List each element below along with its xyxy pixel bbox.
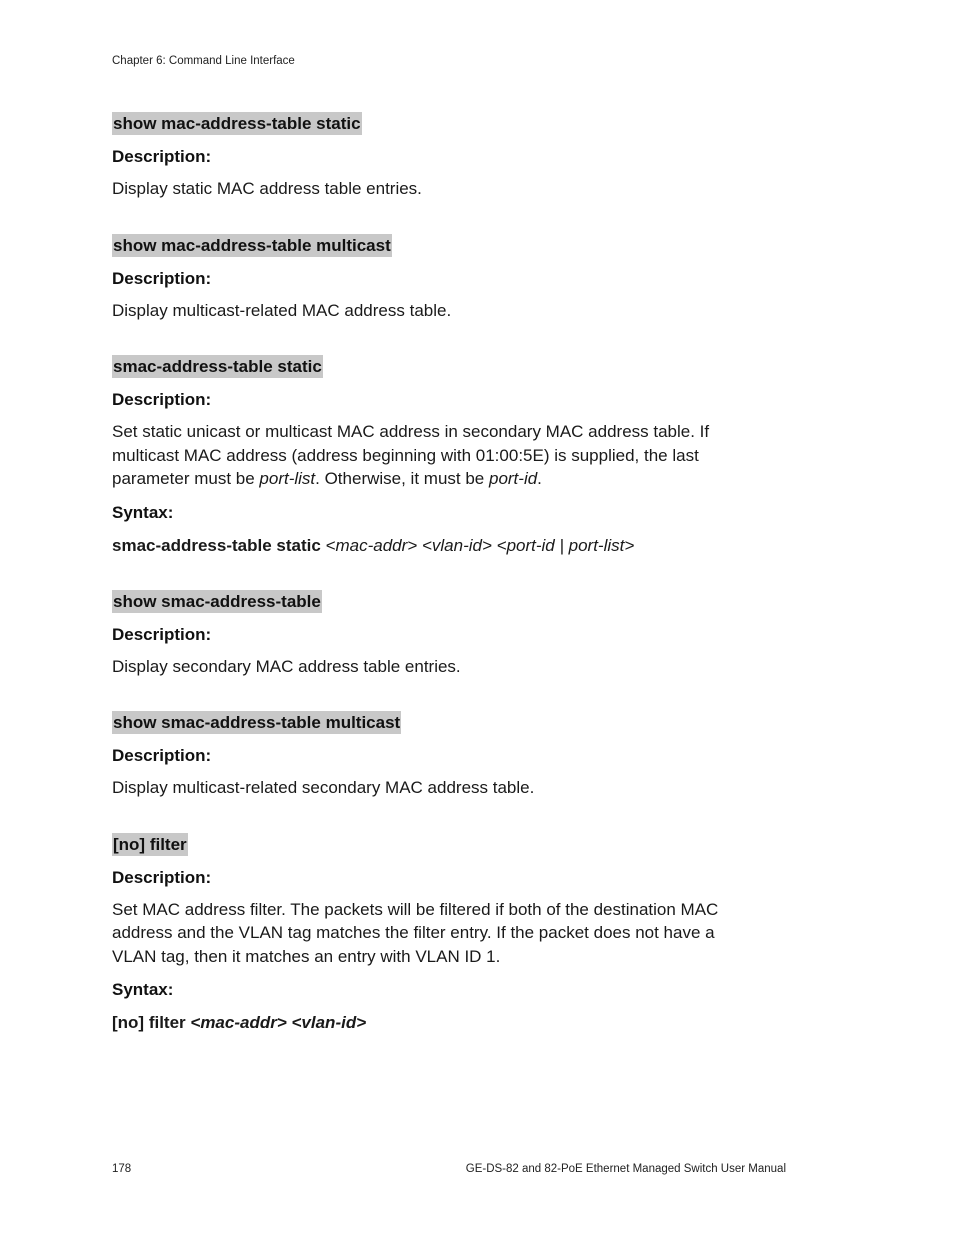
description-label: Description:	[112, 268, 212, 288]
description-text: Display multicast-related secondary MAC address table.	[112, 778, 535, 797]
running-header: Chapter 6: Command Line Interface	[112, 55, 295, 67]
section-no-filter	[112, 833, 762, 1035]
command-heading: smac-address-table static	[113, 357, 322, 376]
section-show-mac-address-table-multicast	[112, 234, 762, 323]
section-show-smac-address-table	[112, 590, 762, 679]
syntax-punct: > <	[407, 535, 432, 555]
description-label: Description:	[112, 390, 212, 409]
syntax-punct: > <	[481, 535, 507, 555]
command-heading: show smac-address-table	[113, 591, 321, 611]
syntax-argument: port-id | port-list	[506, 535, 625, 555]
section-show-mac-address-table-static	[112, 112, 762, 201]
syntax-line	[112, 1011, 762, 1034]
syntax-label: Syntax:	[112, 980, 174, 999]
description-label: Description:	[112, 746, 212, 765]
description-label: Description:	[112, 624, 212, 644]
syntax-punct: >	[624, 535, 635, 555]
page-number: 178	[112, 1163, 132, 1175]
description-part: .	[537, 469, 542, 488]
description-part: . Otherwise, it must be	[315, 469, 489, 488]
command-heading: [no] filter	[113, 834, 187, 854]
description-label: Description:	[112, 147, 212, 166]
description-emphasis: port-list	[259, 469, 316, 488]
syntax-command: smac-address-table static	[112, 535, 321, 555]
description-text	[112, 420, 762, 491]
syntax-argument: mac-addr	[335, 535, 408, 555]
command-heading: show smac-address-table multicast	[113, 713, 401, 732]
command-heading: show mac-address-table multicast	[113, 235, 391, 255]
description-label: Description:	[112, 867, 212, 887]
syntax-argument: vlan-id	[431, 535, 482, 555]
syntax-argument: <mac-addr> <vlan-id>	[190, 1013, 367, 1032]
syntax-line	[112, 534, 762, 557]
syntax-label: Syntax:	[112, 502, 174, 522]
command-heading: show mac-address-table static	[113, 114, 361, 133]
description-emphasis: port-id	[488, 469, 538, 488]
page-content	[112, 112, 762, 1034]
syntax-punct: <	[320, 535, 336, 555]
section-smac-address-table-static	[112, 355, 762, 557]
syntax-command: [no] filter	[112, 1013, 191, 1032]
description-text: Display static MAC address table entries.	[112, 179, 422, 198]
section-show-smac-address-table-multicast	[112, 711, 762, 800]
description-text: Display multicast-related MAC address table.	[112, 300, 452, 320]
description-text: Display secondary MAC address table entries.	[112, 656, 461, 676]
manual-title: GE-DS-82 and 82-PoE Ethernet Managed Switch User Manual	[465, 1163, 786, 1175]
description-part: Set static unicast or multicast MAC address in secondary MAC address table. If multicast MAC address (address beginning with 01:00:5E) is supplied, the last parameter must be	[112, 422, 710, 488]
description-text: Set MAC address filter. The packets will be filtered if both of the destination MAC address and the VLAN tag matches the filter entry. If the packet does not have a VLAN tag, then it matches an entry with VLAN ID 1.	[112, 899, 719, 966]
